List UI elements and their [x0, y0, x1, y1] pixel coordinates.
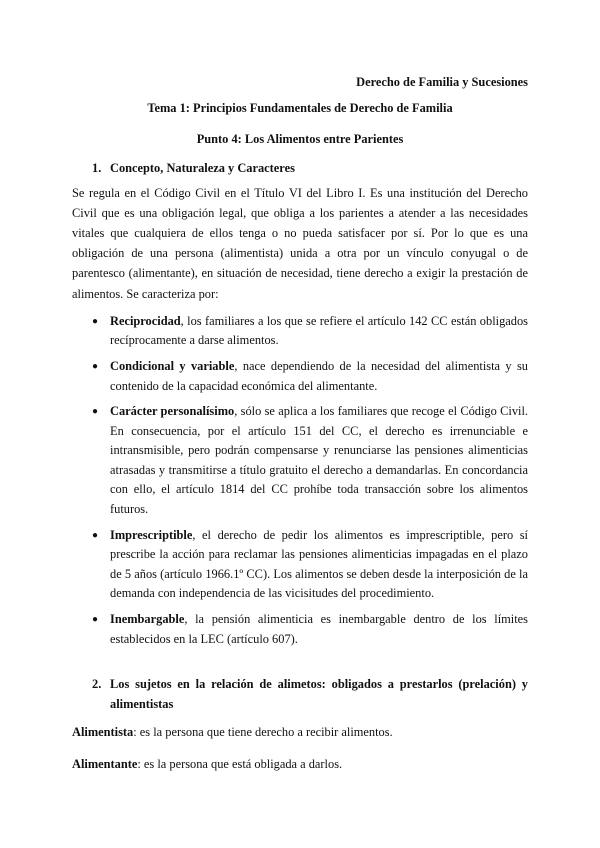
bullet-term: Carácter personalísimo — [110, 404, 235, 419]
bullet-text: , la pensión alimenticia es inembargable dentro de los límites establecidos en la LEC (artículo 607). — [110, 612, 528, 646]
section-title: Los sujetos en la relación de alimetos: obligados a prestarlos (prelación) y alimentistas — [110, 677, 528, 711]
intro-paragraph: Se regula en el Código Civil en el Título VI del Libro I. Es una institución del Derecho Civil que es una obligación legal, que obliga a los parientes a atender a las necesidades vitales que cualquiera de ellos tenga o no pueda satisfacer por sí. Por lo que es una obligación de una persona (alimentista) unida a otra por un vínculo conyugal o de parentesco (alimentante), en situación de necesidad, tiene derecho a exigir la prestación de alimentos. Se caracteriza por: — [72, 185, 528, 301]
section-title: Concepto, Naturaleza y Caracteres — [110, 161, 295, 175]
bullet-item — [92, 312, 528, 351]
bullet-term: Reciprocidad — [110, 313, 181, 328]
document-subtitle: Punto 4: Los Alimentos entre Parientes — [196, 132, 404, 146]
section-number: 1. — [92, 161, 102, 175]
section-2-heading — [92, 675, 528, 714]
bullet-text: , los familiares a los que se refiere el artículo 142 CC están obligados recíprocamente a darse alimentos. — [110, 313, 528, 348]
definition-term: Alimentante — [72, 757, 138, 772]
bullet-text: , nace dependiendo de la necesidad del alimentista y su contenido de la capacidad económica del alimentante. — [110, 358, 528, 393]
bullet-icon: ● — [92, 360, 99, 372]
bullet-item — [92, 357, 528, 396]
document-title: Tema 1: Principios Fundamentales de Derecho de Familia — [147, 101, 453, 115]
bullet-term: Condicional y variable — [110, 358, 235, 373]
bullet-item — [92, 402, 528, 520]
section-1-heading — [92, 159, 528, 179]
bullet-item — [92, 526, 528, 604]
bullet-icon: ● — [92, 315, 99, 327]
course-header: Derecho de Familia y Sucesiones — [356, 75, 528, 89]
definition-alimentista — [72, 722, 528, 742]
definition-alimentante — [72, 754, 528, 774]
definition-text: : es la persona que está obligada a darlos. — [137, 757, 343, 772]
definition-text: : es la persona que tiene derecho a recibir alimentos. — [133, 725, 393, 740]
bullet-term: Imprescriptible — [110, 527, 193, 542]
bullet-term: Inembargable — [110, 612, 185, 627]
section-number: 2. — [92, 677, 102, 692]
definition-term: Alimentista — [72, 725, 134, 740]
bullet-text: , sólo se aplica a los familiares que recoge el Código Civil. En consecuencia, por el artículo 151 del CC, el derecho es irrenunciable e intransmisible, pero podrán compensarse y renunciarse las pensiones alimenticias atrasadas y transmitirse a título gratuito el derecho a demandarlas. En concordancia con ello, el artículo 1814 del CC prohíbe toda transacción sobre los alimentos futuros. — [110, 404, 528, 517]
bullet-icon: ● — [92, 406, 99, 418]
bullet-text: , el derecho de pedir los alimentos es imprescriptible, pero sí prescribe la acción para reclamar las pensiones alimenticias impagadas en el plazo de 5 años (artículo 1966.1º CC). Los alimentos se deben desde la interposición de la demanda con independencia de las vicisitudes del procedimiento. — [110, 527, 528, 601]
bullet-item — [92, 610, 528, 649]
bullet-icon: ● — [92, 614, 99, 626]
bullet-icon: ● — [92, 529, 99, 541]
